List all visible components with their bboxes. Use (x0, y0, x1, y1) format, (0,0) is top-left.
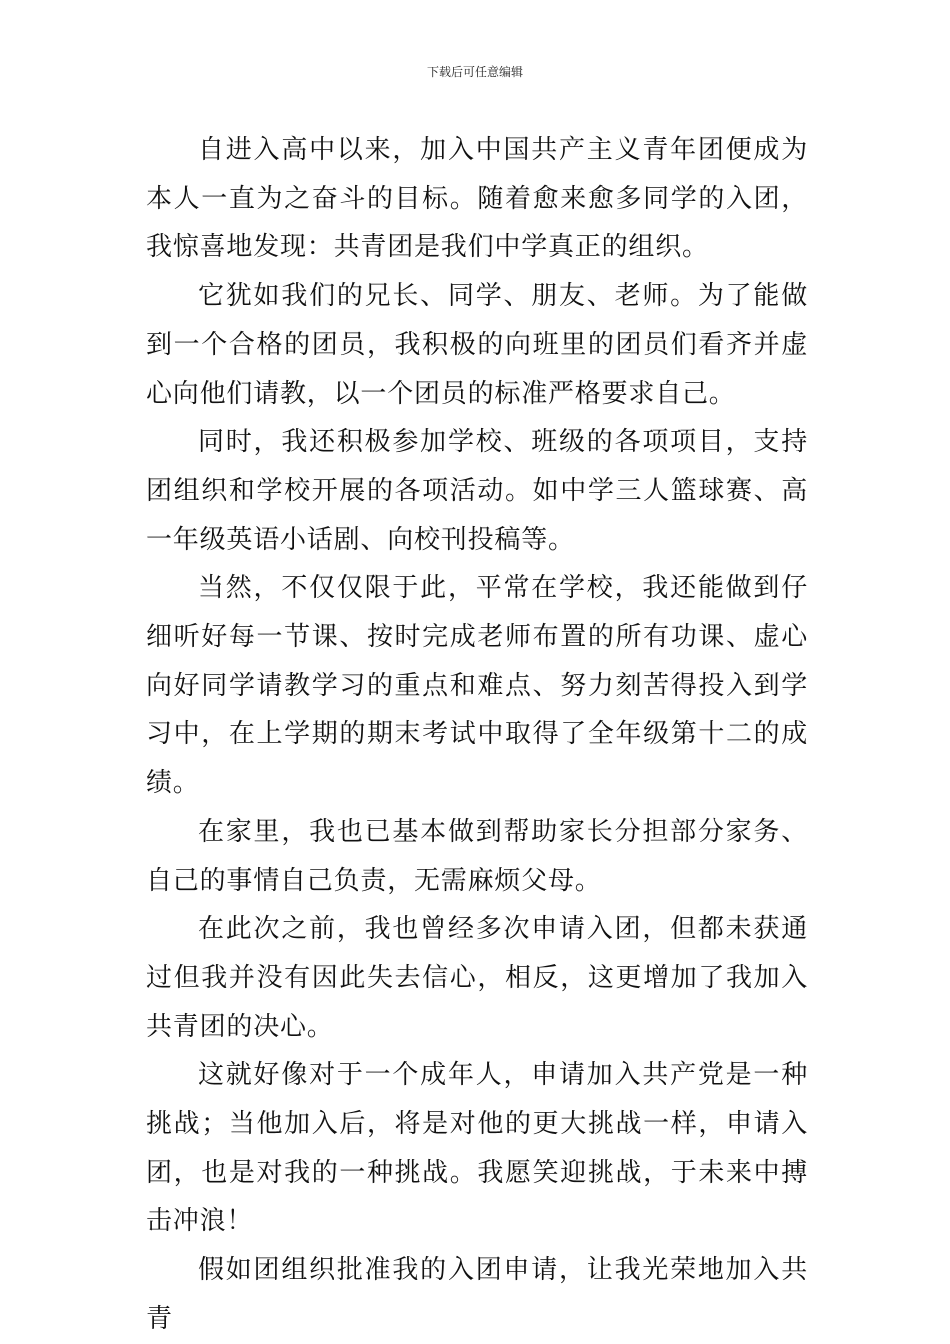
paragraph-6: 在此次之前，我也曾经多次申请入团，但都未获通过但我并没有因此失去信心，相反，这更增加了我加入共青团的决心。 (146, 914, 808, 1042)
paragraph-2: 它犹如我们的兄长、同学、朋友、老师。为了能做到一个合格的团员，我积极的向班里的团员们看齐并虚心向他们请教，以一个团员的标准严格要求自己。 (146, 281, 808, 409)
paragraph-1: 自进入高中以来，加入中国共产主义青年团便成为本人一直为之奋斗的目标。随着愈来愈多同学的入团，我惊喜地发现：共青团是我们中学真正的组织。 (146, 135, 808, 263)
page-header: 下载后可任意编辑 (426, 65, 523, 79)
paragraph-3: 同时，我还积极参加学校、班级的各项项目，支持团组织和学校开展的各项活动。如中学三人篮球赛、高一年级英语小话剧、向校刊投稿等。 (146, 427, 808, 555)
paragraph-4: 当然，不仅仅限于此，平常在学校，我还能做到仔细听好每一节课、按时完成老师布置的所有功课、虚心向好同学请教学习的重点和难点、努力刻苦得投入到学习中，在上学期的期末考试中取得了全年级第十二的成绩。 (146, 573, 808, 799)
paragraph-7: 这就好像对于一个成年人，申请加入共产党是一种挑战；当他加入后，将是对他的更大挑战一样，申请入团，也是对我的一种挑战。我愿笑迎挑战，于未来中搏击冲浪！ (146, 1060, 808, 1237)
body-text (146, 126, 808, 1344)
paragraph-5: 在家里，我也已基本做到帮助家长分担部分家务、自己的事情自己负责，无需麻烦父母。 (146, 816, 808, 896)
paragraph-8: 假如团组织批准我的入团申请，让我光荣地加入共青 (146, 1255, 808, 1334)
